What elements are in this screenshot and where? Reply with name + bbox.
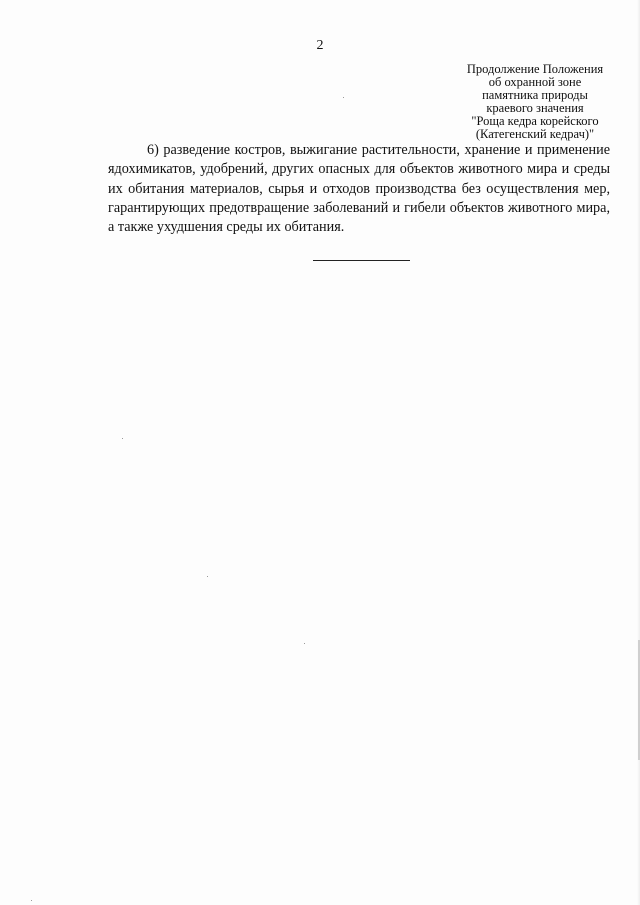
header-note-line: "Роща кедра корейского [471, 114, 599, 128]
end-divider-line [313, 260, 410, 261]
page-number: 2 [316, 38, 324, 53]
scan-speck [343, 97, 344, 98]
header-note-line: Продолжение Положения [466, 62, 604, 76]
header-note-line: об охранной зоне [488, 75, 582, 89]
scan-speck [122, 438, 123, 439]
scan-speck [304, 643, 305, 644]
header-note-line: памятника природы [482, 88, 588, 102]
header-note [455, 63, 615, 141]
body-paragraph: 6) разведение костров, выжигание растительности, хранение и применение ядохимикатов, удобрений, других опасных для объектов животного мира и среды их обитания материалов, сырья и отходов производства без осуществления мер, гарантирующих предотвращение заболеваний и гибели объектов животного мира, а также ухудшения среды их обитания. [108, 142, 610, 236]
header-note-line: краевого значения [486, 101, 584, 115]
scan-speck [207, 576, 208, 577]
scan-speck [31, 900, 32, 901]
header-note-line: (Категенский кедрач)" [475, 127, 595, 141]
